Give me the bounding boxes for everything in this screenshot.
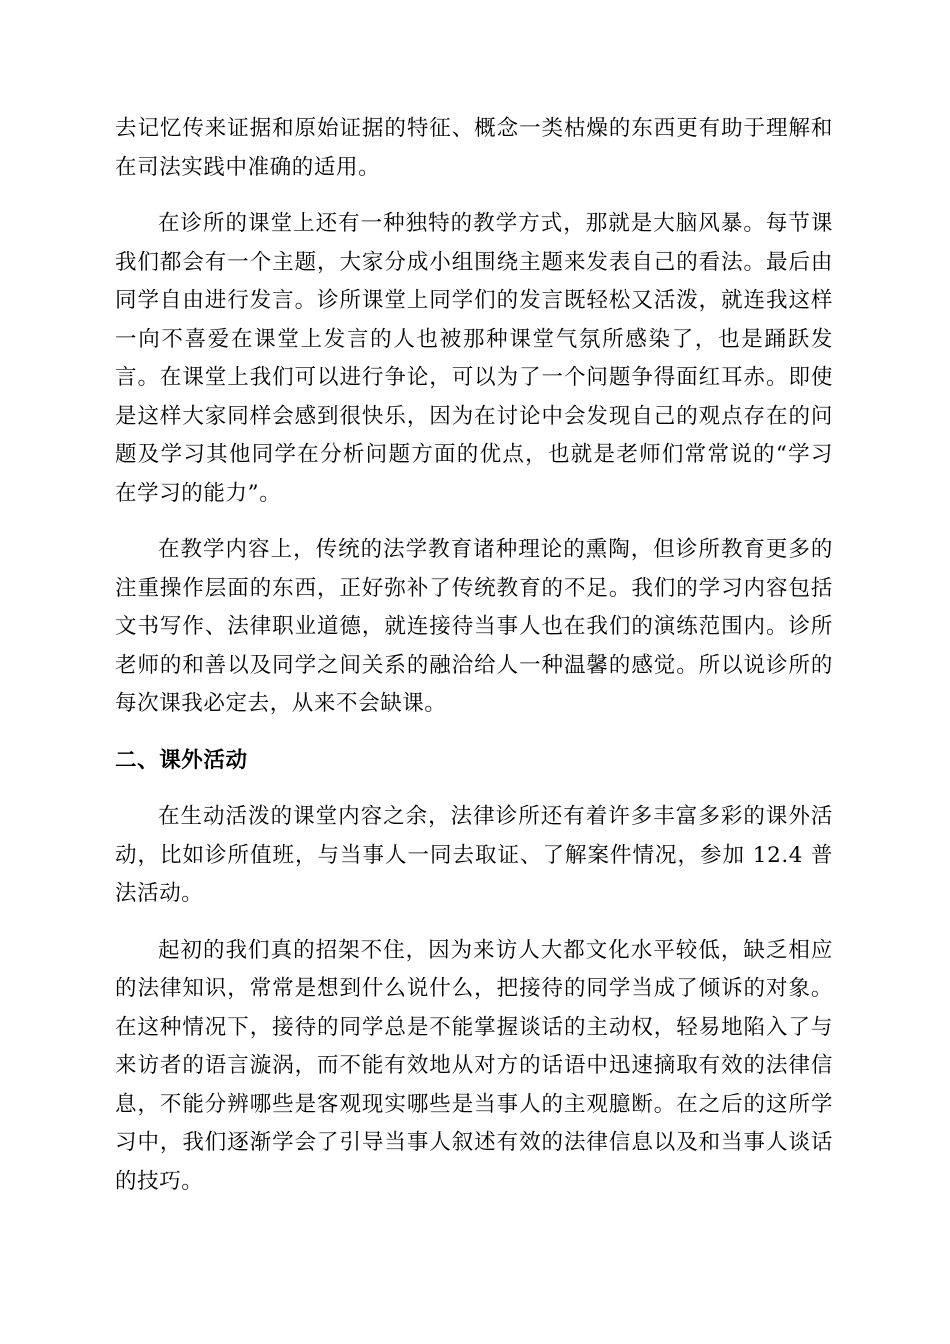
paragraph-reception: 起初的我们真的招架不住，因为来访人大都文化水平较低，缺乏相应的法律知识，常常是想到什么说什么，把接待的同学当成了倾诉的对象。在这种情况下，接待的同学总是不能掌握谈话的主动权，轻易地陷入了与来访者的语言漩涡，而不能有效地从对方的话语中迅速摘取有效的法律信息，不能分辨哪些是客观现实哪些是当事人的主观臆断。在之后的这所学习中，我们逐渐学会了引导当事人叙述有效的法律信息以及和当事人谈话的技巧。	[115, 937, 833, 1194]
paragraph-continued: 去记忆传来证据和原始证据的特征、概念一类枯燥的东西更有助于理解和在司法实践中准确的适用。	[115, 116, 833, 180]
paragraph-brainstorm: 在诊所的课堂上还有一种独特的教学方式，那就是大脑风暴。每节课我们都会有一个主题，大家分成小组围绕主题来发表自己的看法。最后由同学自由进行发言。诊所课堂上同学们的发言既轻松又活泼，就连我这样一向不喜爱在课堂上发言的人也被那种课堂气氛所感染了，也是踊跃发言。在课堂上我们可以进行争论，可以为了一个问题争得面红耳赤。即使是这样大家同样会感到很快乐，因为在讨论中会发现自己的观点存在的问题及学习其他同学在分析问题方面的优点，也就是老师们常常说的“学习在学习的能力”。	[115, 211, 833, 506]
document-body	[115, 110, 833, 1219]
section-heading: 二、课外活动	[115, 747, 248, 773]
paragraph-activities: 在生动活泼的课堂内容之余，法律诊所还有着许多丰富多彩的课外活动，比如诊所值班，与当事人一同去取证、了解案件情况，参加 12.4 普法活动。	[115, 804, 833, 906]
paragraph-teaching-content: 在教学内容上，传统的法学教育诸种理论的熏陶，但诊所教育更多的注重操作层面的东西，正好弥补了传统教育的不足。我们的学习内容包括文书写作、法律职业道德，就连接待当事人也在我们的演练范围内。诊所老师的和善以及同学之间关系的融洽给人一种温馨的感觉。所以说诊所的每次课我必定去，从来不会缺课。	[115, 537, 833, 716]
